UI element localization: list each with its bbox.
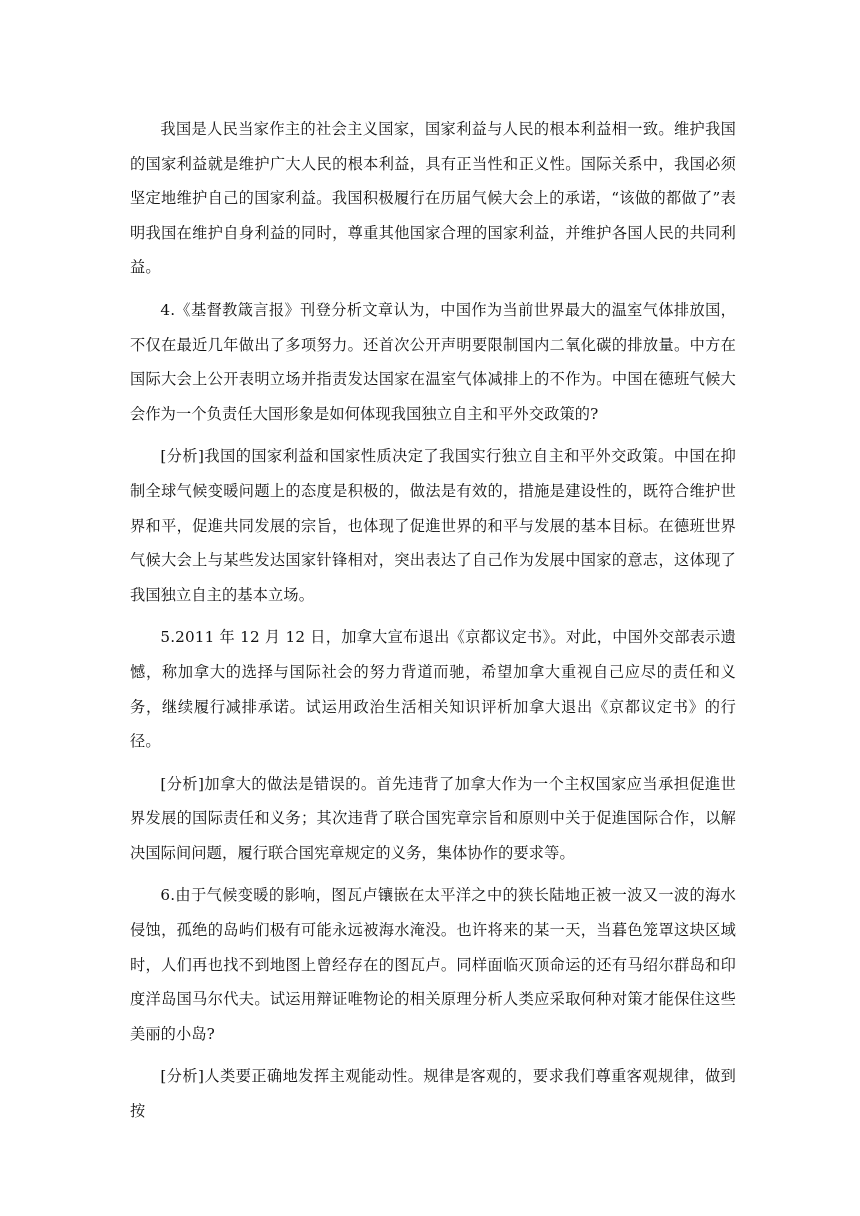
question-5: 5.2011 年 12 月 12 日，加拿大宣布退出《京都议定书》。对此，中国外交部表示遗憾，称加拿大的选择与国际社会的努力背道而驰，希望加拿大重视自己应尽的责任和义务，继续履行减排承诺。试运用政治生活相关知识评析加拿大退出《京都议定书》的行径。 bbox=[130, 628, 736, 751]
question-4: 4.《基督教箴言报》刊登分析文章认为，中国作为当前世界最大的温室气体排放国，不仅在最近几年做出了多项努力。还首次公开声明要限制国内二氧化碳的排放量。中方在国际大会上公开表明立场并指责发达国家在温室气体减排上的不作为。中国在德班气候大会作为一个负责任大国形象是如何体现我国独立自主和平外交政策的? bbox=[130, 300, 736, 423]
question-6: 6.由于气候变暖的影响，图瓦卢镶嵌在太平洋之中的狭长陆地正被一波又一波的海水侵蚀，孤绝的岛屿们极有可能永远被海水淹没。也许将来的某一天，当暮色笼罩这块区域时，人们再也找不到地图上曾经存在的图瓦卢。同样面临灭顶命运的还有马绍尔群岛和印度洋岛国马尔代夫。试运用辩证唯物论的相关原理分析人类应采取何种对策才能保住这些美丽的小岛? bbox=[130, 886, 736, 1043]
analysis-4: [分析]我国的国家利益和国家性质决定了我国实行独立自主和平外交政策。中国在抑制全球气候变暖问题上的态度是积极的，做法是有效的，措施是建设性的，既符合维护世界和平，促進共同发展的宗旨，也体现了促進世界的和平与发展的基本目标。在德班世界气候大会上与某些发达国家针锋相对，突出表达了自己作为发展中国家的意志，这体现了我国独立自主的基本立场。 bbox=[130, 447, 736, 604]
document-body bbox=[130, 112, 736, 1137]
analysis-5: [分析]加拿大的做法是错误的。首先违背了加拿大作为一个主权国家应当承担促進世界发展的国际责任和义务；其次违背了联合国宪章宗旨和原则中关于促進国际合作，以解决国际间问题，履行联合国宪章规定的义务，集体协作的要求等。 bbox=[130, 774, 736, 862]
analysis-6: [分析]人类要正确地发挥主观能动性。规律是客观的，要求我们尊重客观规律，做到按 bbox=[130, 1067, 736, 1121]
paragraph-national-interest: 我国是人民当家作主的社会主义国家，国家利益与人民的根本利益相一致。维护我国的国家利益就是维护广大人民的根本利益，具有正当性和正义性。国际关系中，我国必须坚定地维护自己的国家利益。我国积极履行在历届气候大会上的承诺，“该做的都做了”表明我国在维护自身利益的同时，尊重其他国家合理的国家利益，并维护各国人民的共同利益。 bbox=[130, 120, 736, 277]
